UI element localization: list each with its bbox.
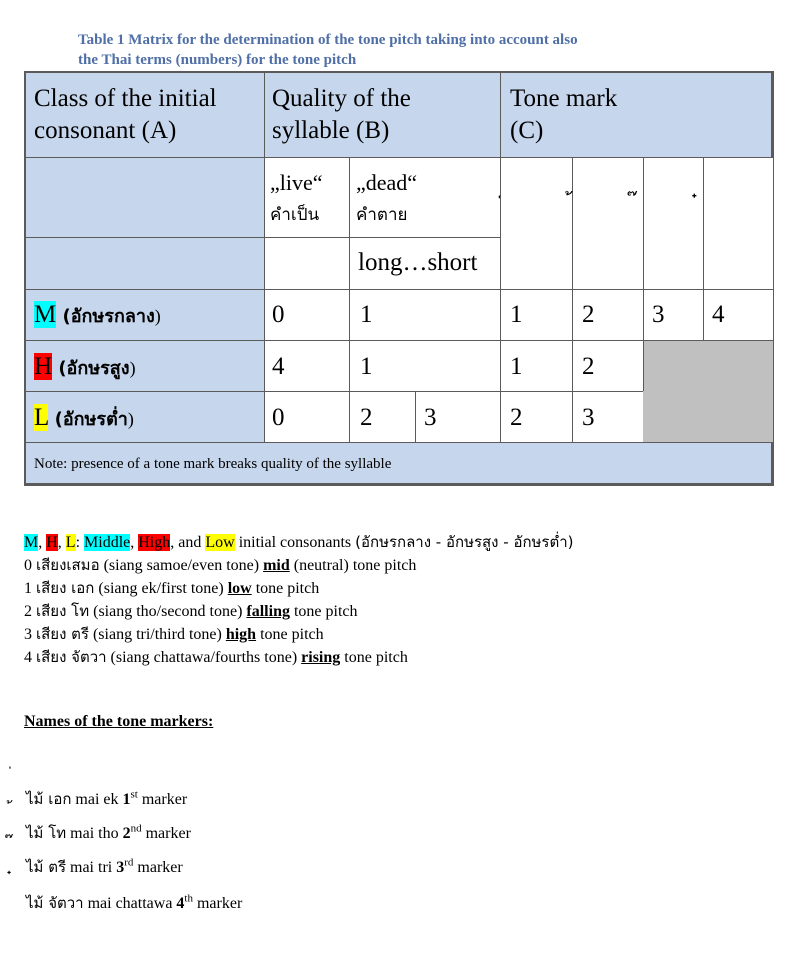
tone-thai: เสียง จัตวา — [36, 648, 107, 666]
row-m-tone-2: 2 — [582, 301, 595, 328]
row-l-tone-2: 3 — [582, 404, 595, 431]
cell-tone-mark-sub — [500, 157, 773, 289]
legend-rest: initial consonants — [234, 534, 356, 551]
tone-num: 2 — [24, 603, 36, 620]
marker-line-1 — [26, 821, 191, 845]
tone-thai: เสียงเสมอ — [36, 556, 100, 574]
marker-tail: marker — [192, 895, 243, 912]
marker-sup: th — [184, 892, 193, 905]
class-code-m: M — [34, 301, 57, 328]
legend-middle: Middle — [84, 534, 131, 551]
legend-colon: : — [75, 534, 85, 551]
row-h-tone-1: 1 — [510, 353, 523, 380]
class-thai-m: (อักษรกลาง — [62, 306, 155, 327]
tone-tail: tone pitch — [256, 626, 324, 643]
marker-text: mai tho — [66, 825, 123, 842]
tone-thai: เสียง เอก — [36, 579, 95, 597]
marker-num: 3 — [116, 859, 125, 876]
marker-tail: marker — [141, 825, 191, 842]
live-label: „live“ — [270, 170, 323, 195]
tone-key: low — [227, 580, 252, 597]
tone-key: high — [225, 626, 257, 643]
legend-low: Low — [205, 534, 235, 551]
tone-line-1 — [24, 577, 319, 600]
marker-sup: rd — [124, 856, 134, 869]
marker-line-2 — [26, 855, 183, 879]
marker-line-3 — [26, 891, 242, 915]
legend-high: High — [138, 534, 171, 551]
tone-desc: (siang ek/first tone) — [94, 580, 228, 597]
class-code-l: L — [34, 404, 49, 431]
caption-line-1: Table 1 Matrix for the determination of the tone pitch taking into account also — [78, 32, 578, 48]
long-short-label: long…short — [358, 249, 478, 276]
class-thai-h-close: ) — [129, 358, 136, 378]
live-thai-label: คำเป็น — [270, 205, 320, 225]
row-m-class — [34, 299, 161, 333]
row-h-dead: 1 — [360, 353, 373, 380]
tone-line-4 — [24, 646, 408, 669]
tone-num: 4 — [24, 649, 36, 666]
marker-thai: ไม้ ตรี — [26, 858, 66, 876]
tone-key: rising — [301, 649, 341, 666]
tone-thai: เสียง ตรี — [36, 625, 89, 643]
marker-text: mai chattawa — [83, 895, 177, 912]
legend-thai: (อักษรกลาง - อักษรสูง - อักษรต่ำ) — [355, 533, 574, 551]
row-l-dead-short: 3 — [424, 404, 437, 431]
marker-num: 1 — [122, 791, 131, 808]
legend-line: M, H, L: Middle, High, and Low initial consonants (อักษรกลาง - อักษรสูง - อักษรต่ำ) — [24, 533, 574, 551]
marker-num: 2 — [122, 825, 131, 842]
row-m-tone-1: 1 — [510, 301, 523, 328]
marker-sup: nd — [130, 822, 142, 835]
row-l-dead-long: 2 — [360, 404, 373, 431]
header-class-line-1: Class of the initial — [34, 85, 217, 112]
row-l-tone-1: 2 — [510, 404, 523, 431]
header-tonemark-line-2: (C) — [510, 117, 544, 144]
legend-h: H — [46, 534, 58, 551]
marker-num: 4 — [176, 895, 185, 912]
tone-tail: tone pitch — [251, 580, 320, 597]
dead-thai-label: คำตาย — [356, 205, 408, 225]
marker-text: mai tri — [66, 859, 117, 876]
tone-key: mid — [263, 557, 290, 574]
caption-line-2: the Thai terms (numbers) for the tone pitch — [78, 52, 357, 68]
markers-heading: Names of the tone markers: — [24, 713, 214, 730]
tone-line-0 — [24, 554, 416, 577]
header-quality-line-1: Quality of the — [272, 85, 411, 112]
tone-line-2 — [24, 600, 358, 623]
tone-desc: (siang samoe/even tone) — [99, 557, 264, 574]
class-thai-l: (อักษรต่ำ — [54, 409, 128, 430]
marker-tail: marker — [133, 859, 183, 876]
marker-thai: ไม้ เอก — [26, 790, 72, 808]
marker-sup: st — [130, 788, 138, 801]
row-m-tone-4: 4 — [712, 301, 725, 328]
marker-thai: ไม้ โท — [26, 824, 67, 842]
header-quality-line-2: syllable (B) — [272, 117, 390, 144]
row-h-tone-2: 2 — [582, 353, 595, 380]
marker-text: mai ek — [71, 791, 123, 808]
marker-thai: ไม้ จัตวา — [26, 894, 84, 912]
row-h-live: 4 — [272, 353, 285, 380]
legend-m: M — [24, 534, 39, 551]
tone-num: 1 — [24, 580, 36, 597]
row-l-class — [34, 402, 134, 436]
header-class-line-2: consonant (A) — [34, 117, 177, 144]
row-m-tone-3: 3 — [652, 301, 665, 328]
class-thai-l-close: ) — [127, 409, 134, 429]
table-caption — [78, 30, 738, 70]
tone-num: 3 — [24, 626, 36, 643]
tone-thai: เสียง โท — [36, 602, 90, 620]
header-tonemark-line-1: Tone mark — [510, 85, 618, 112]
row-m-live: 0 — [272, 301, 285, 328]
table-note: Note: presence of a tone mark breaks quality of the syllable — [34, 456, 392, 472]
tone-matrix-table — [24, 71, 774, 486]
tone-desc: (siang chattawa/fourths tone) — [106, 649, 302, 666]
class-code-h: H — [34, 353, 53, 380]
tone-desc: (siang tho/second tone) — [89, 603, 247, 620]
tone-tail: tone pitch — [289, 603, 358, 620]
class-thai-m-close: ) — [154, 306, 161, 326]
tone-line-3 — [24, 623, 324, 646]
marker-tail: marker — [137, 791, 188, 808]
legend-and: , and — [170, 534, 206, 551]
row-h-class — [34, 351, 136, 385]
tone-key: falling — [246, 603, 290, 620]
tone-tail: tone pitch — [340, 649, 408, 666]
cell-greyed — [643, 340, 773, 442]
dead-label: „dead“ — [356, 170, 418, 195]
tone-desc: (siang tri/third tone) — [88, 626, 226, 643]
marker-line-0 — [26, 787, 187, 811]
row-m-dead: 1 — [360, 301, 373, 328]
row-l-live: 0 — [272, 404, 285, 431]
class-thai-h: (อักษรสูง — [58, 358, 130, 379]
tone-tail: (neutral) tone pitch — [289, 557, 417, 574]
legend-l: L — [65, 534, 76, 551]
tone-num: 0 — [24, 557, 36, 574]
